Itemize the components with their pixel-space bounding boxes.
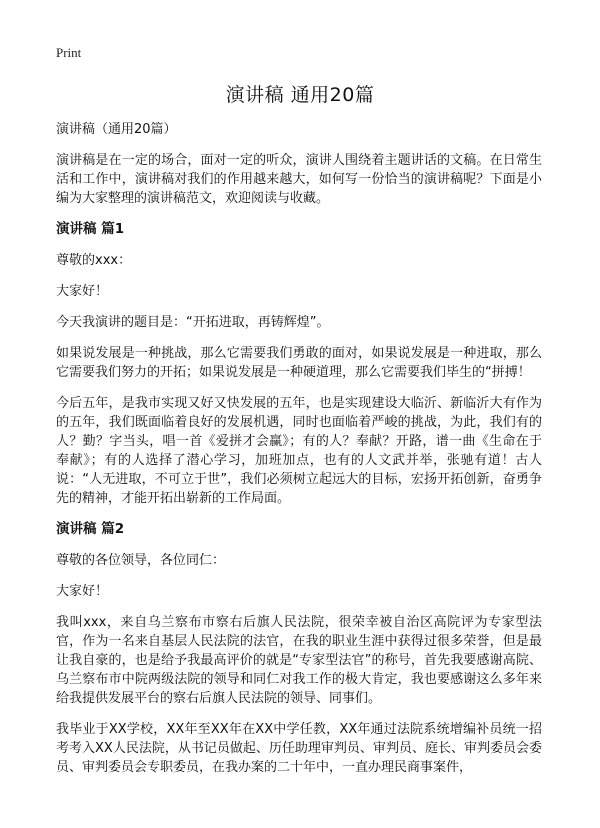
salutation: 尊敬的xxx： [56, 253, 132, 268]
document-title: 演讲稿 通用20篇 [225, 84, 375, 106]
paragraph: 我叫xxx，来自乌兰察布市察右后旗人民法院，很荣幸被自治区高院评为专家型法官，作为一名来自基层人民法院的法官，在我的职业生涯中获得过很多荣誉，但是最让我自豪的，也是给予我最高评价的就是“专家型法官”的称号，首先我要感谢高院、乌兰察布市中院两级法院的领导和同仁对我工作的极大肯定，我也要感谢这么多年来给我提供发展平台的察右后旗人民法院的领导、同事们。 [56, 615, 542, 706]
document-subtitle: 演讲稿（通用20篇） [56, 122, 177, 137]
section-heading: 演讲稿 篇1 [56, 221, 125, 237]
greeting: 大家好！ [56, 284, 109, 299]
greeting: 大家好！ [56, 584, 109, 599]
paragraph: 今后五年，是我市实现又好又快发展的五年，也是实现建设大临沂、新临沂大有作为的五年，我们既面临着良好的发展机遇，同时也面临着严峻的挑战，为此，我们有的人？勤？字当头，唱一首《爱拼才会赢》；有的人？奉献？开路，谱一曲《生命在于奉献》；有的人选择了潜心学习，加班加点，也有的人文武并举，张驰有道！古人说：“人无进取，不可立于世”，我们必须树立起远大的目标，宏扬开拓创新，奋勇争先的精神，才能开拓出崭新的工作局面。 [56, 396, 542, 506]
section-1 [56, 220, 542, 508]
paragraph: 我毕业于XX学校，XX年至XX年在XX中学任教，XX年通过法院系统增编补员统一招考考入XX人民法院，从书记员做起、历任助理审判员、审判员、庭长、审判委员会委员、审判委员会专职委员，在我办案的二十年中，一直办理民商事案件， [56, 722, 542, 775]
section-heading: 演讲稿 篇2 [56, 521, 125, 537]
salutation: 尊敬的各位领导，各位同仁： [56, 553, 226, 568]
section-2 [56, 520, 542, 777]
intro-paragraph: 演讲稿是在一定的场合，面对一定的听众，演讲人围绕着主题讲话的文稿。在日常生活和工作中，演讲稿对我们的作用越来越大，如何写一份恰当的演讲稿呢？下面是小编为大家整理的演讲稿范文，欢迎阅读与收藏。 [56, 153, 542, 206]
paragraph: 如果说发展是一种挑战，那么它需要我们勇敢的面对，如果说发展是一种进取，那么它需要我们努力的开拓；如果说发展是一种硬道理，那么它需要我们毕生的“拼搏！ [56, 346, 542, 380]
print-label: Print [56, 45, 82, 60]
document-body [56, 120, 542, 789]
paragraph: 今天我演讲的题目是：“开拓进取，再铸辉煌”。 [56, 315, 330, 330]
